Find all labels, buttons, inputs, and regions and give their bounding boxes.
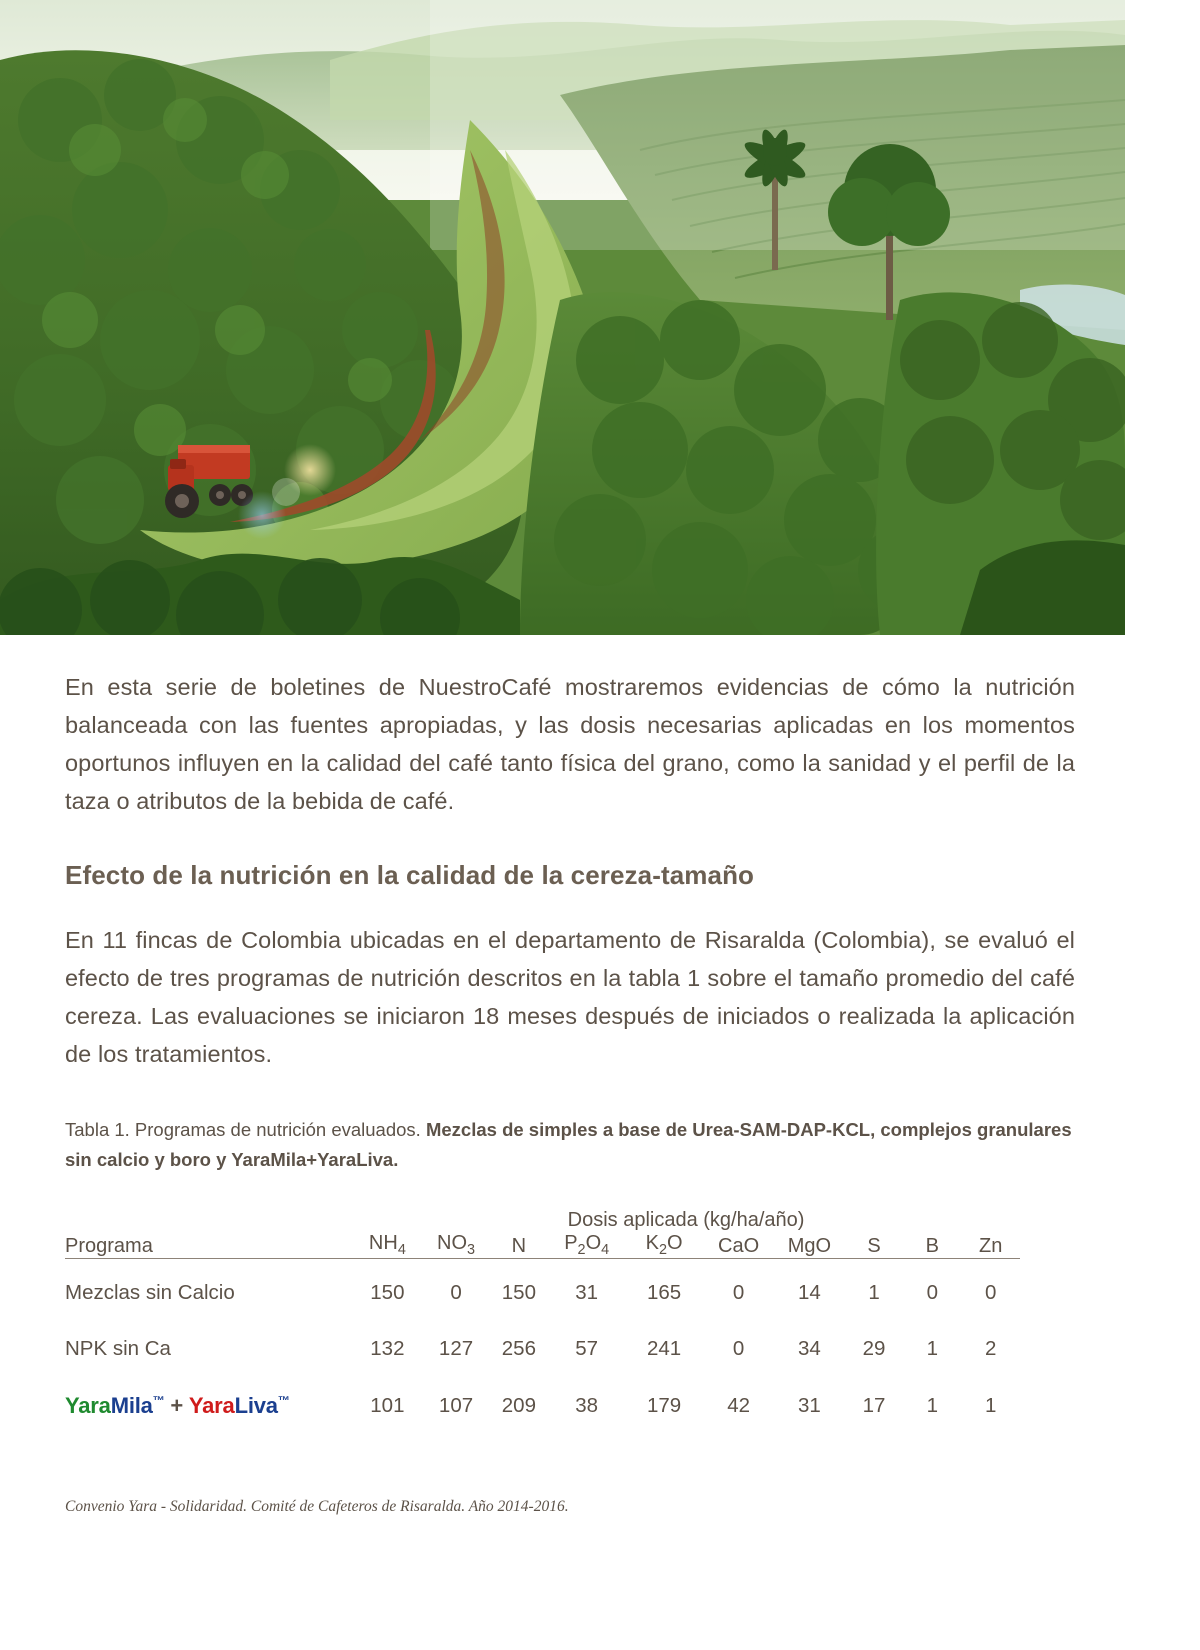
table-group-header-row	[65, 1209, 1020, 1232]
cell-b: 1	[926, 1337, 939, 1360]
cell-zn: 2	[984, 1337, 997, 1360]
cell-k2o: 241	[647, 1337, 682, 1360]
cell-n: 150	[501, 1281, 536, 1304]
column-header-b: B	[925, 1235, 939, 1257]
column-header-n: N	[511, 1235, 527, 1257]
nutrition-programs-table	[65, 1209, 1020, 1429]
cell-mgo: 31	[797, 1394, 821, 1417]
table-group-header-spacer	[65, 1209, 352, 1232]
cell-n: 256	[501, 1337, 536, 1360]
column-header-s: S	[867, 1235, 881, 1257]
table-caption-normal: Tabla 1. Programas de nutrición evaluados.	[65, 1119, 426, 1140]
cell-k2o: 165	[647, 1281, 682, 1304]
body-paragraph: En 11 fincas de Colombia ubicadas en el departamento de Risaralda (Colombia), se evaluó el efecto de tres programas de nutrición descritos en la tabla 1 sobre el tamaño promedio del café cereza. Las evaluaciones se iniciaron 18 meses después de iniciados o realizada la aplicación de los tratamientos.	[65, 927, 1075, 1067]
column-header-zn: Zn	[979, 1235, 1003, 1257]
cell-s: 29	[862, 1337, 886, 1360]
cell-mgo: 14	[797, 1281, 821, 1304]
table-column-header-row	[65, 1232, 1020, 1258]
cell-p2o4: 57	[575, 1337, 599, 1360]
intro-paragraph: En esta serie de boletines de NuestroCafé mostraremos evidencias de cómo la nutrición balanceada con las fuentes apropiadas, y las dosis necesarias aplicadas en los momentos oportunos influyen en la calidad del café tanto física del grano, como la sanidad y el perfil de la taza o atributos de la bebida de café.	[65, 674, 1075, 814]
dosis-applied-header: Dosis aplicada (kg/ha/año)	[567, 1209, 805, 1231]
column-header-no3: $NO_3$	[437, 1232, 476, 1258]
row-program-label: NPK sin Ca	[65, 1337, 171, 1360]
cell-cao: 42	[727, 1394, 750, 1417]
cell-b: 1	[926, 1394, 939, 1417]
column-header-p2o4: $P_2O_4$	[564, 1232, 610, 1258]
cell-s: 1	[868, 1281, 880, 1304]
cell-nh4: 132	[370, 1337, 405, 1360]
cell-s: 17	[862, 1394, 886, 1417]
column-header-k2o: $K_2O$	[645, 1232, 683, 1258]
cell-mgo: 34	[797, 1337, 821, 1360]
cell-zn: 0	[984, 1281, 997, 1304]
cell-zn: 1	[984, 1394, 997, 1417]
trademark-symbol: ™	[152, 1393, 165, 1408]
column-header-cao: CaO	[718, 1235, 760, 1257]
cell-p2o4: 31	[575, 1281, 599, 1304]
yaraliva-yara-text: Yara	[188, 1393, 235, 1418]
row-program-label: Mezclas sin Calcio	[65, 1281, 235, 1304]
cell-n: 209	[501, 1394, 536, 1417]
yaramila-mila-text: Mila	[110, 1393, 153, 1418]
cell-b: 0	[926, 1281, 939, 1304]
table-caption	[65, 1115, 1075, 1175]
cell-cao: 0	[732, 1337, 745, 1360]
column-header-nh4: $NH_4$	[368, 1232, 406, 1258]
row-program-label-brand	[65, 1371, 352, 1429]
yaraliva-liva-text: Liva	[234, 1393, 278, 1418]
trademark-symbol: ™	[277, 1393, 290, 1408]
table-row	[65, 1259, 1020, 1316]
column-header-programa: Programa	[65, 1235, 153, 1257]
table-row	[65, 1371, 1020, 1429]
table-caption-bold: Mezclas de simples a base de Urea-SAM-DAP-KCL, complejos granulares sin calcio y boro y YaraMila+YaraLiva.	[65, 1119, 1072, 1170]
table-row	[65, 1315, 1020, 1371]
cell-k2o: 179	[647, 1394, 682, 1417]
document-content	[65, 668, 1075, 1429]
hero-image	[0, 0, 1125, 635]
cell-p2o4: 38	[575, 1394, 599, 1417]
footnote: Convenio Yara - Solidaridad. Comité de Cafeteros de Risaralda. Año 2014-2016.	[65, 1498, 569, 1515]
cell-nh4: 150	[370, 1281, 405, 1304]
yaramila-yara-text: Yara	[65, 1393, 111, 1418]
section-title: Efecto de la nutrición en la calidad de la cereza-tamaño	[65, 860, 755, 890]
cell-nh4: 101	[370, 1394, 405, 1417]
column-header-mgo: MgO	[787, 1235, 832, 1257]
cell-no3: 107	[438, 1394, 474, 1417]
hero-illustration	[0, 0, 1125, 635]
cell-cao: 0	[732, 1281, 745, 1304]
cell-no3: 0	[450, 1281, 462, 1304]
plus-sign: +	[170, 1393, 184, 1418]
cell-no3: 127	[438, 1337, 474, 1360]
